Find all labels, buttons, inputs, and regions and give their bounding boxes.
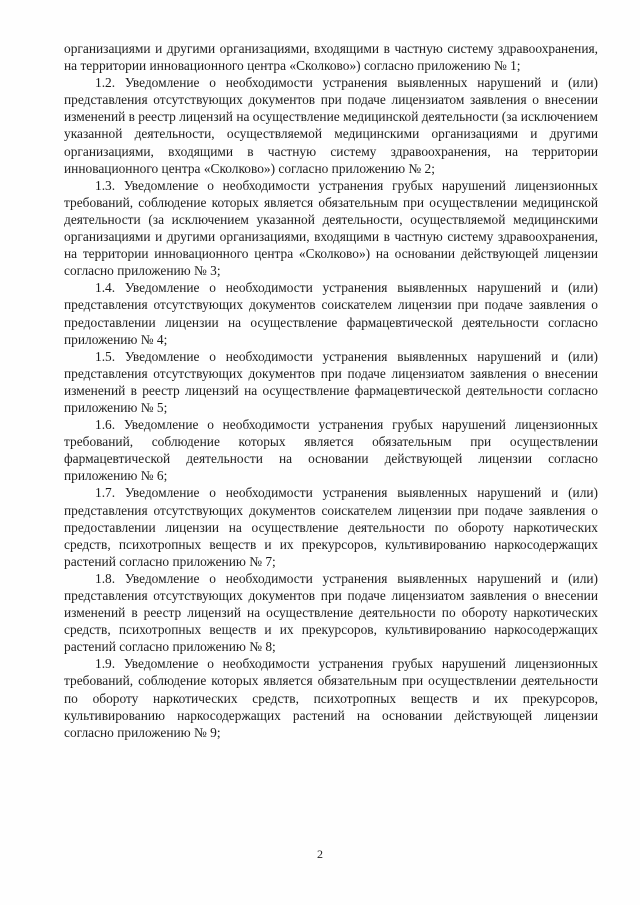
paragraph-continuation: организациями и другими организациями, входящими в частную систему здравоохранения, на территории инновационного центра «Сколково») согласно приложению № 1; [64,41,598,74]
paragraph-1-5: 1.5. Уведомление о необходимости устранения выявленных нарушений и (или) представления отсутствующих документов при подаче лицензиатом заявления о внесении изменений в реестр лицензий на осуществление фармацевтической деятельности согласно приложению № 5; [64,348,598,415]
paragraph-1-8: 1.8. Уведомление о необходимости устранения выявленных нарушений и (или) представления отсутствующих документов при подаче лицензиатом заявления о внесении изменений в реестр лицензий на осуществление деятельности по обороту наркотических средств, психотропных веществ и их прекурсоров, культивированию наркосодержащих растений согласно приложению № 8; [64,570,598,655]
paragraph-1-9: 1.9. Уведомление о необходимости устранения грубых нарушений лицензионных требований, соблюдение которых является обязательным при осуществлении деятельности по обороту наркотических средств, психотропных веществ и их прекурсоров, культивированию наркосодержащих растений на основании действующей лицензии согласно приложению № 9; [64,656,598,740]
paragraph-1-6: 1.6. Уведомление о необходимости устранения грубых нарушений лицензионных требований, соблюдение которых является обязательным при осуществлении фармацевтической деятельности на основании действующей лицензии согласно приложению № 6; [64,417,598,484]
paragraph-1-4: 1.4. Уведомление о необходимости устранения выявленных нарушений и (или) представления отсутствующих документов соискателем лицензии при подаче заявления о предоставлении лицензии на осуществление фармацевтической деятельности согласно приложению № 4; [64,280,598,347]
page-number: 2 [317,847,323,861]
paragraph-1-2: 1.2. Уведомление о необходимости устранения выявленных нарушений и (или) представления отсутствующих документов при подаче лицензиатом заявления о внесении изменений в реестр лицензий на осуществление медицинской деятельности (за исключением указанной деятельности, осуществляемой медицинскими организациями и другими организациями, входящими в частную систему здравоохранения, на территории инновационного центра «Сколково») согласно приложению № 2; [64,75,599,176]
paragraph-1-3: 1.3. Уведомление о необходимости устранения грубых нарушений лицензионных требований, соблюдение которых является обязательным при осуществлении медицинской деятельности (за исключением указанной деятельности, осуществляемой медицинскими организациями и другими организациями, входящими в частную систему здравоохранения, на территории инновационного центра «Сколково») на основании действующей лицензии согласно приложению № 3; [64,177,598,279]
document-body [64,40,598,741]
paragraph-1-7: 1.7. Уведомление о необходимости устранения выявленных нарушений и (или) представления отсутствующих документов соискателем лицензии при подаче заявления о предоставлении лицензии на осуществление деятельности по обороту наркотических средств, психотропных веществ и их прекурсоров, культивированию наркосодержащих растений согласно приложению № 7; [64,485,598,569]
